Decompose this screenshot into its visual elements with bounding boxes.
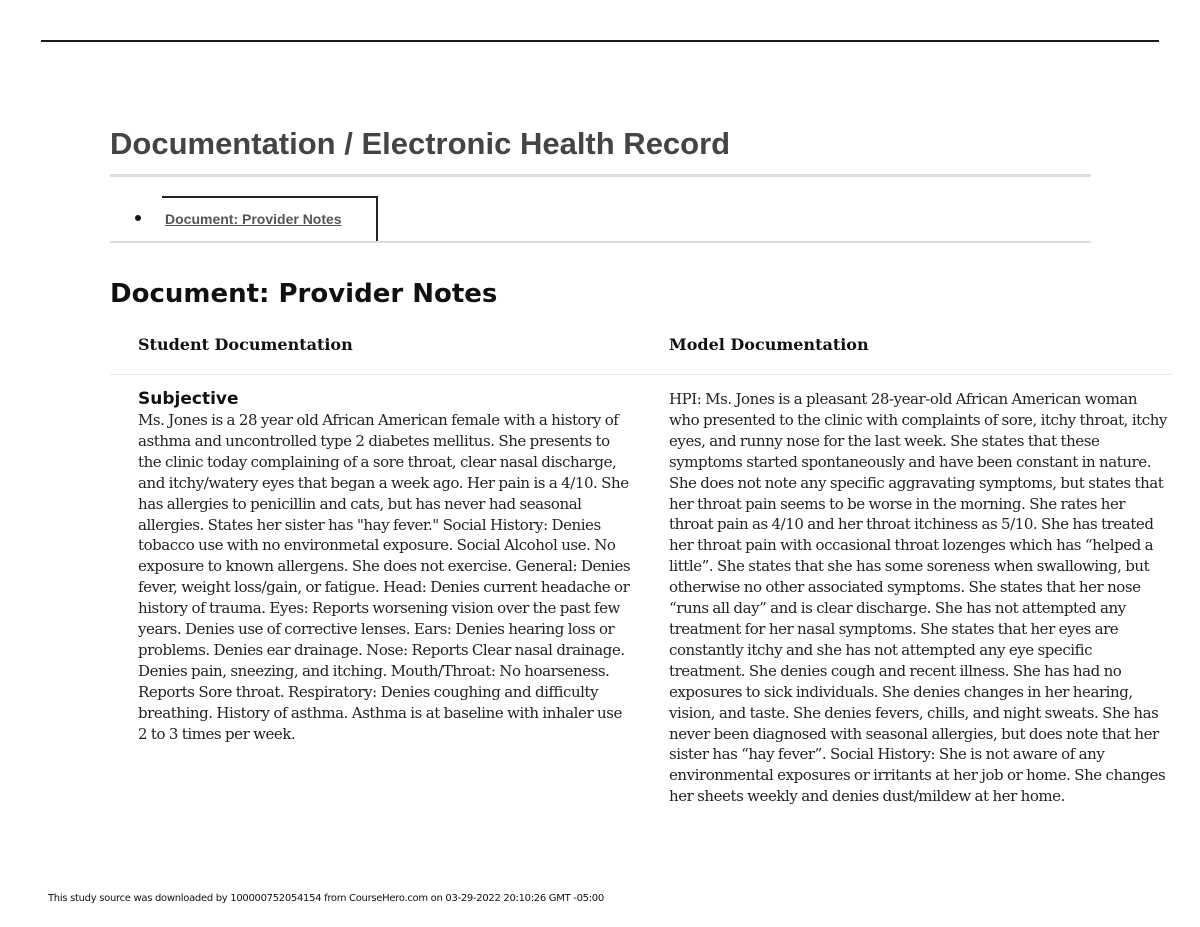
model-documentation-text: HPI: Ms. Jones is a pleasant 28-year-old African American woman who presented to the clinic with complaints of sore, itchy throat, itchy eyes, and runny nose for the last week. She states that these symptoms started spontaneously and have been constant in nature. She does not note any specific aggravating symptoms, but states that her throat pain seems to be worse in the morning. She rates her throat pain as 4/10 and her throat itchiness as 5/10. She has treated her throat pain with occasional throat lozenges which has “helped a little”. She states that she has some soreness when swallowing, but otherwise no other associated symptoms. She states that her nose “runs all day” and is clear discharge. She has not attempted any treatment for her nasal symptoms. She states that her eyes are constantly itchy and she has not attempted any eye specific treatment. She denies cough and recent illness. She has had no exposures to sick individuals. She denies changes in her hearing, vision, and taste. She denies fevers, chills, and night sweats. She has never been diagnosed with seasonal allergies, but does note that her sister has “hay fever”. Social History: She is not aware of any environmental exposures or irritants at her job or home. She changes her sheets weekly and denies dust/mildew at her home. [669,390,1167,806]
page-title: Documentation / Electronic Health Record [110,126,731,161]
title-divider [110,174,1091,177]
tab-provider-notes-link[interactable]: Document: Provider Notes [165,211,342,227]
bullet-icon [135,215,141,221]
student-documentation-header: Student Documentation [138,335,353,354]
student-documentation-text: Ms. Jones is a 28 year old African American female with a history of asthma and uncontrolled type 2 diabetes mellitus. She presents to the clinic today complaining of a sore throat, clear nasal discharge, and itchy/watery eyes that began a week ago. Her pain is a 4/10. She has allergies to penicillin and cats, but has never had seasonal allergies. States her sister has "hay fever." Social History: Denies tobacco use with no environmetal exposure. Social Alcohol use. No exposure to known allergens. She does not exercise. General: Denies fever, weight loss/gain, or fatigue. Head: Denies current headache or history of trauma. Eyes: Reports worsening vision over the past few years. Denies use of corrective lenses. Ears: Denies hearing loss or problems. Denies ear drainage. Nose: Reports Clear nasal drainage. Denies pain, sneezing, and itching. Mouth/Throat: No hoarseness. Reports Sore throat. Respiratory: Denies coughing and difficulty breathing. History of asthma. Asthma is at baseline with inhaler use 2 to 3 times per week. [138,411,631,743]
section-title: Document: Provider Notes [110,279,498,309]
table-header-divider [110,374,1172,375]
top-divider [41,40,1159,42]
download-watermark: This study source was downloaded by 100000752054154 from CourseHero.com on 03-29-2022 20:10:26 GMT -05:00 [48,893,604,904]
tab-bar [110,196,1091,243]
subjective-heading: Subjective [138,389,239,409]
model-documentation-header: Model Documentation [669,335,869,354]
